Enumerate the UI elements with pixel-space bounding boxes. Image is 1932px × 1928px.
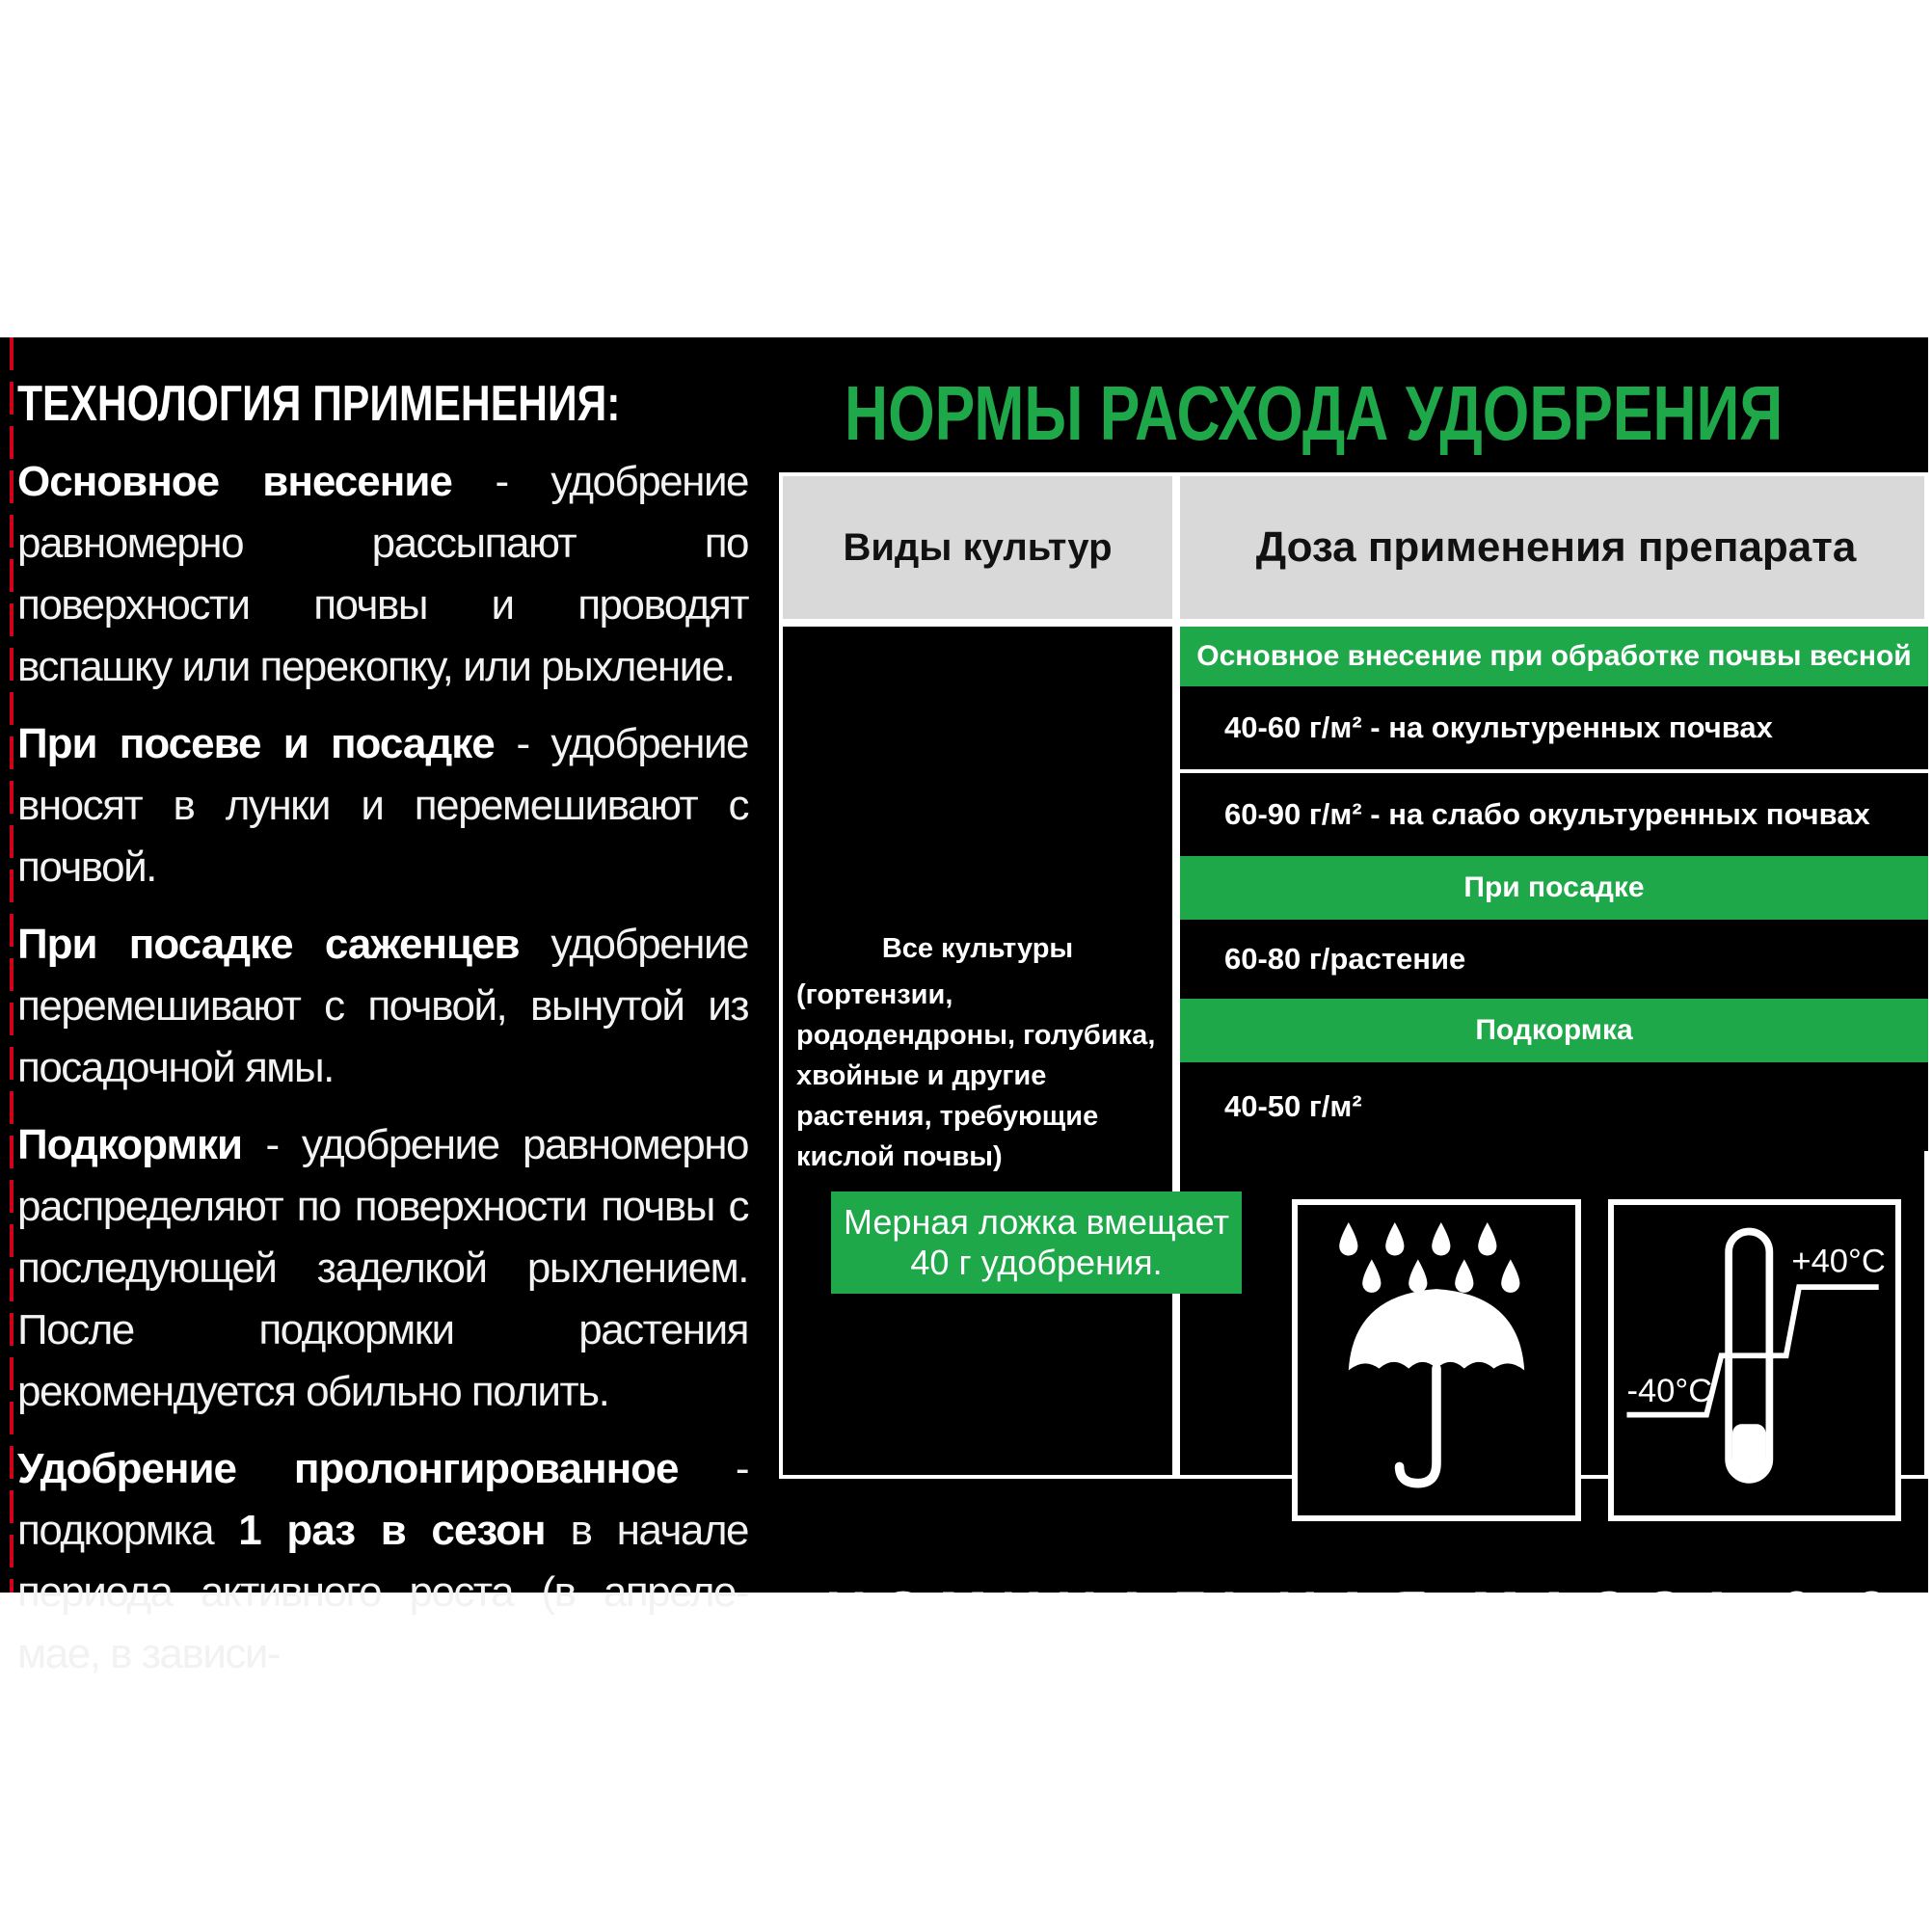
nominal-mass-text: НОМИНАЛЬНАЯ МАССА 0,9 — [825, 1580, 1902, 1645]
column-divider — [1172, 476, 1180, 1475]
technology-title: ТЕХНОЛОГИЯ ПРИМЕНЕНИЯ: — [17, 376, 621, 432]
paragraph-text: - подкормка — [17, 1445, 748, 1554]
paragraph-bold: При посадке саженцев — [17, 921, 520, 968]
paragraph-bold-season: 1 раз в сезон — [238, 1507, 546, 1554]
header-divider — [783, 619, 1924, 627]
dose-row: 40-60 г/м² - на окультуренных почвах — [1180, 686, 1928, 769]
measuring-spoon-note: Мерная ложка вмещает 40 г удобрения. — [831, 1192, 1242, 1294]
paragraph-sowing — [17, 713, 748, 898]
paragraph-text: - удобрение равномерно рассыпают по поверхности почвы и проводят вспашку или перекопку, или рыхление. — [17, 458, 748, 690]
dose-row: 40-50 г/м² — [1180, 1062, 1928, 1151]
section-header-main: Основное внесение при обработке почвы весной — [1180, 627, 1928, 686]
paragraph-prolonged — [17, 1438, 748, 1685]
section-header-planting: При посадке — [1180, 856, 1928, 920]
paragraph-feeding — [17, 1114, 748, 1423]
table-header-row — [783, 476, 1924, 619]
temp-high-label: +40°C — [1791, 1243, 1886, 1280]
paragraph-bold: Удобрение пролонгированное — [17, 1445, 679, 1492]
paragraph-text-continued: в начале периода активного роста (в апреле-мае, в зависи- — [17, 1507, 748, 1677]
red-edge-stripe — [10, 337, 13, 1593]
temperature-pictogram — [1608, 1199, 1901, 1521]
umbrella-rain-icon — [1298, 1205, 1575, 1515]
paragraph-bold: При посеве и посадке — [17, 720, 495, 767]
culture-detail: (гортензии, рододендроны, голубика, хвойные и другие растения, требующие кислой почвы) — [796, 979, 1156, 1172]
paragraph-bold: Основное внесение — [17, 458, 452, 505]
keep-dry-pictogram — [1292, 1199, 1581, 1521]
application-technology-section — [17, 374, 748, 1700]
paragraph-seedlings — [17, 914, 748, 1099]
norms-title: НОРМЫ РАСХОДА УДОБРЕНИЯ — [845, 370, 1784, 456]
thermometer-icon — [1614, 1205, 1895, 1515]
paragraph-text: - удобрение равномерно распределяют по поверхности почвы с последующей заделкой рыхлением. После подкормки растения рекомендуется обильно полить. — [17, 1121, 748, 1415]
paragraph-text: удобрение перемешивают с почвой, вынутой из посадочной ямы. — [17, 921, 748, 1091]
paragraph-main-application — [17, 451, 748, 698]
culture-title: Все культуры — [881, 933, 1074, 964]
dose-row: 60-80 г/растение — [1180, 920, 1928, 999]
dose-row: 60-90 г/м² - на слабо окультуренных почвах — [1180, 773, 1928, 856]
section-header-feeding: Подкормка — [1180, 999, 1928, 1062]
header-crop-types: Виды культур — [843, 525, 1113, 569]
temp-low-label: -40°C — [1626, 1373, 1713, 1410]
paragraph-bold: Подкормки — [17, 1121, 243, 1168]
culture-cell — [783, 627, 1172, 1479]
paragraph-text: - удобрение вносят в лунки и перемешивают с почвой. — [17, 720, 748, 891]
label-panel — [0, 337, 1928, 1677]
header-dose: Доза применения препарата — [1255, 523, 1857, 571]
